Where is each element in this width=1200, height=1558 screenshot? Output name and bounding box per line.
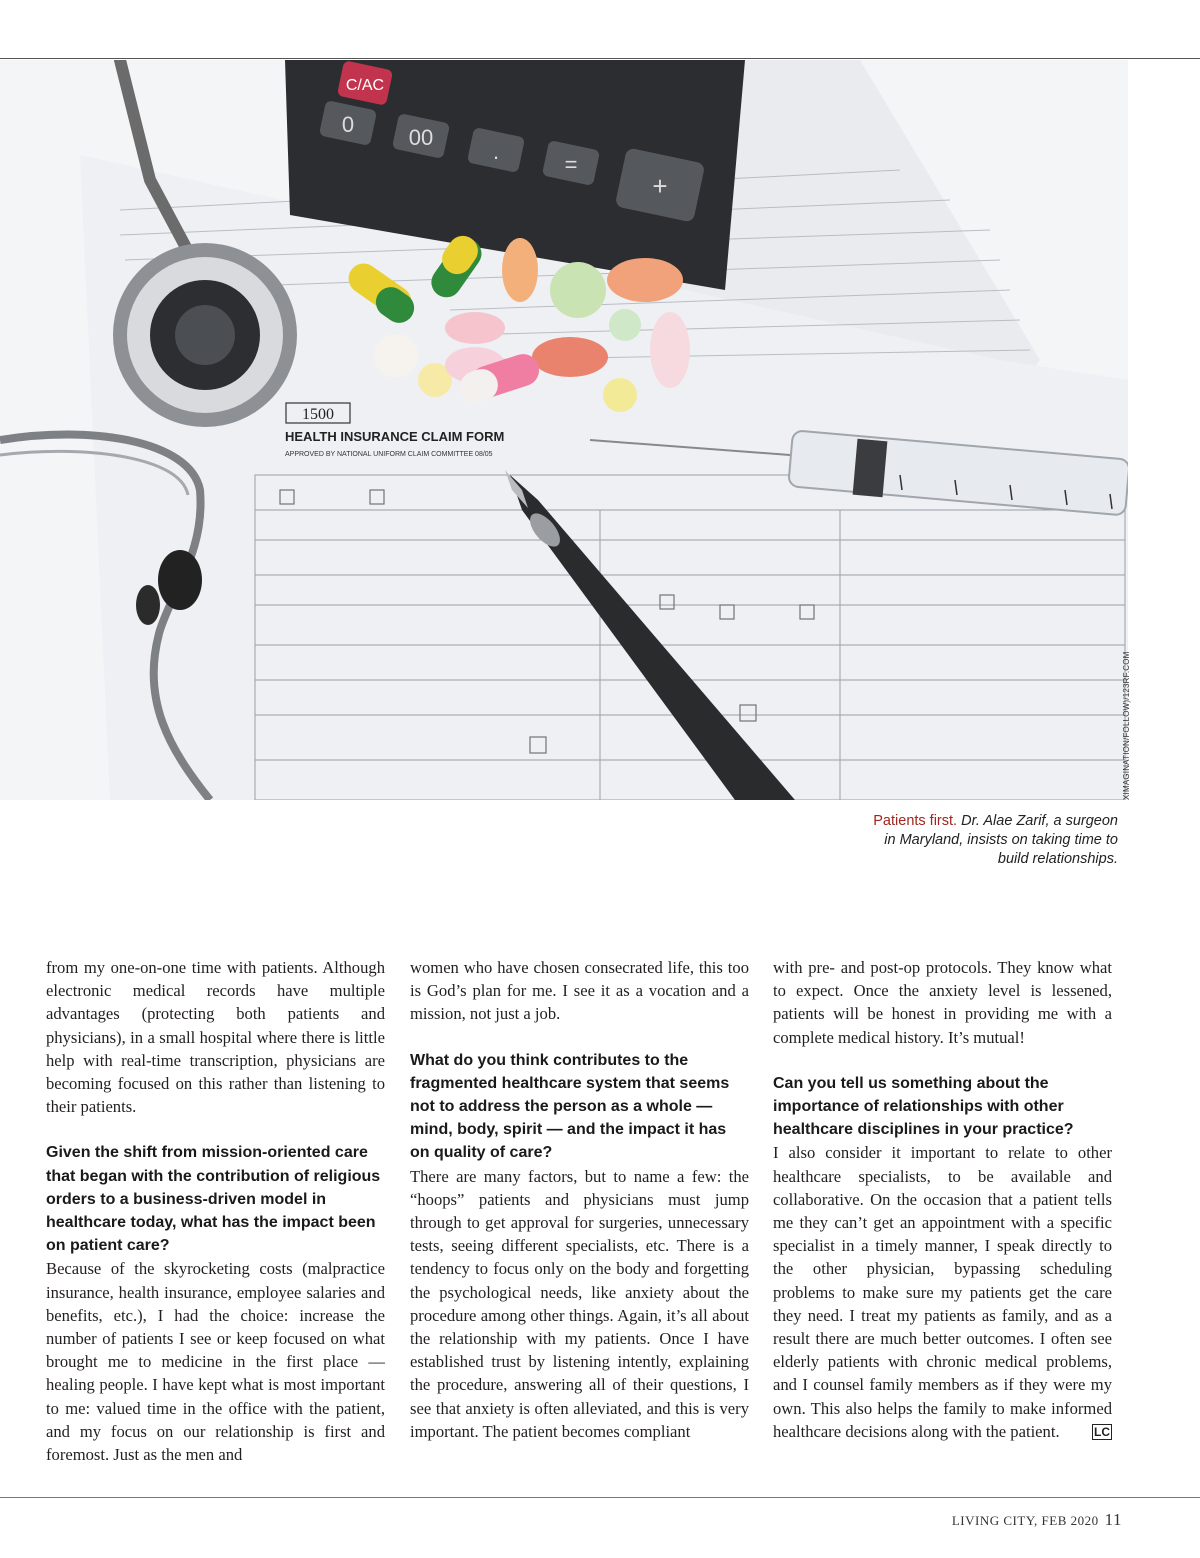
column-1 (46, 956, 385, 1466)
svg-text:APPROVED BY NATIONAL UNIFORM C: APPROVED BY NATIONAL UNIFORM CLAIM COMMITTEE 08/05 (285, 451, 493, 458)
svg-text:+: + (652, 171, 668, 201)
page-footer (952, 1510, 1122, 1530)
page-number: 11 (1104, 1510, 1122, 1529)
column-2 (410, 956, 749, 1443)
bottom-rule (0, 1497, 1200, 1498)
publication-name: LIVING CITY, FEB 2020 (951, 1513, 1099, 1528)
body-paragraph: from my one-on-one time with patients. Although electronic medical records have multiple advantages (protecting both patients and physicians), in a small hospital where there is little help with real-time transcription, physicians are becoming focused on this rather than listening to their patients. (46, 958, 385, 1117)
body-paragraph: Because of the skyrocketing costs (malpractice insurance, health insurance, employee salaries and benefits, etc.), I had the choice: increase the number of patients I see or keep focused on what brought me to medicine in the first place — healing people. I have kept what is most important to me: valued time in the office with the patient, and my focus on our relationship is first and foremost. Just as the men and (46, 1259, 385, 1465)
photo-caption (860, 812, 1118, 869)
svg-text:HEALTH INSURANCE CLAIM FORM: HEALTH INSURANCE CLAIM FORM (285, 429, 505, 444)
svg-text:.: . (492, 139, 500, 164)
article-photo (0, 60, 1128, 800)
body-paragraph: women who have chosen consecrated life, this too is God’s plan for me. I see it as a vocation and a mission, not just a job. (410, 958, 749, 1024)
svg-text:1500: 1500 (302, 406, 334, 423)
end-mark-logo: LC (1094, 1424, 1110, 1439)
column-3 (773, 956, 1112, 1443)
closing-text: I also consider it important to relate to other healthcare specialists, to be available and collaborative. On the occasion that a patient tells me they can’t get an appointment with a specific specialist in a timely manner, I speak directly to the other physician, bypassing scheduling problems to make sure my patients get the care they need. I treat my patients as family, and as a result there are much better outcomes. I often see elderly patients with chronic medical problems, and I counsel family members as if they were my own. This also helps the family to make informed healthcare decisions along with the patient. (773, 1143, 1112, 1441)
interview-question: Can you tell us something about the importance of relationships with other healthcare disciplines in your practice? (773, 1074, 1074, 1139)
interview-question: What do you think contributes to the fragmented healthcare system that seems not to address the person as a whole — mind, body, spirit — and the impact it has on quality of care? (410, 1051, 730, 1162)
svg-text:00: 00 (408, 125, 434, 150)
body-paragraph: There are many factors, but to name a few: the “hoops” patients and physicians must jump through to get approval for surgeries, unnecessary tests, seeing different specialists, etc. There is a tendency to focus only on the body and forgetting the psychological needs, like anxiety about the procedure among other things. Again, it’s all about the relationship with my patients. Once I have established trust by listening intently, explaining the procedure, answering all of their questions, I see that anxiety is often alleviated, and this is very important. The patient becomes compliant (410, 1166, 749, 1441)
caption-text: Dr. Alae Zarif, a surgeon in Maryland, insists on taking time to build relationships. (884, 813, 1118, 867)
svg-text:0: 0 (341, 112, 355, 137)
photo-credit: XIMAGINATION/FOLLOW)/123RF.COM (1122, 651, 1131, 800)
body-paragraph: with pre- and post-op protocols. They know what to expect. Once the anxiety level is lessened, patients will be honest in providing me with a complete medical history. It’s mutual! (773, 958, 1112, 1047)
body-paragraph (773, 1141, 1112, 1443)
caption-lead: Patients first. (873, 813, 958, 829)
claim-form-photo-illustration (0, 60, 1128, 800)
top-rule (0, 58, 1200, 59)
interview-question: Given the shift from mission-oriented care that began with the contribution of religious orders to a business-driven model in healthcare today, what has the impact been on patient care? (46, 1144, 381, 1255)
svg-text:C/AC: C/AC (345, 77, 385, 94)
svg-text:=: = (564, 152, 578, 177)
